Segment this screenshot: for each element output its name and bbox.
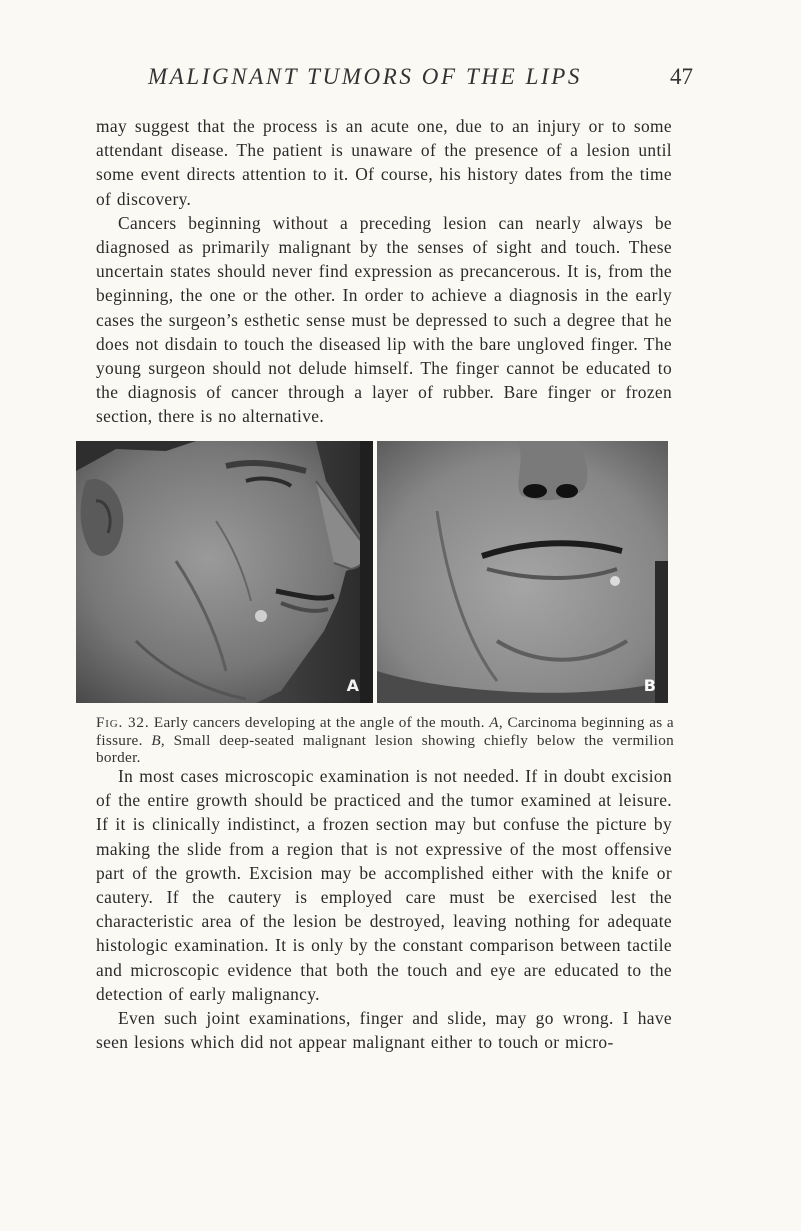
caption-panel-b-text: , Small deep-seated malignant lesion showing chiefly below the vermilion border. (96, 731, 674, 766)
panel-label-a: A (346, 676, 359, 695)
caption-panel-a-text: , Carcinoma beginning as a fissure. (96, 714, 674, 749)
running-title: MALIGNANT TUMORS OF THE LIPS (148, 64, 583, 89)
photo-panel-a (76, 441, 373, 703)
caption-panel-letter-b: B (151, 731, 161, 749)
caption-lead-text: Early cancers developing at the angle of the mouth. (149, 714, 490, 731)
paragraph: Even such joint examinations, finger and slide, may go wrong. I have seen lesions which did not appear malignant either to touch or micro- (96, 1008, 672, 1053)
body-text-bottom (96, 764, 672, 1054)
caption-figure-label: Fig. 32. (96, 714, 150, 731)
profile-face-photo (76, 441, 373, 703)
caption-panel-letter-a: A (489, 714, 499, 731)
paragraph: may suggest that the process is an acute one, due to an injury or to some attendant disease. The patient is unaware of the presence of a lesion until some event directs attention to it. Of course, his history dates from the time of discovery. (96, 116, 672, 209)
running-head (148, 64, 693, 96)
photo-panel-b (377, 441, 668, 703)
paragraph: In most cases microscopic examination is not needed. If in doubt excision of the entire growth should be practiced and the tumor examined at leisure. If it is clinically indistinct, a frozen section may but confuse the picture by making the slide from a region that is not expressive of the most offensive part of the growth. Excision may be accomplished either with the knife or cautery. If the cautery is employed care must be exercised lest the characteristic area of the lesion be destroyed, leaving nothing for adequate histologic examination. It is only by the constant comparison between tactile and microscopic evidence that both the touch and eye are educated to the detection of early malignancy. (96, 766, 672, 1004)
figure-caption (96, 714, 674, 767)
frontal-mouth-photo (377, 441, 668, 703)
paragraph: Cancers beginning without a preceding lesion can nearly always be diagnosed as primarily malignant by the senses of sight and touch. These uncertain states should never find expression as precancerous. It is, from the beginning, the one or the other. In order to achieve a diagnosis in the early cases the surgeon’s esthetic sense must be depressed to such a degree that he does not disdain to touch the diseased lip with the bare ungloved finger. The young surgeon should not delude himself. The finger cannot be educated to the diagnosis of cancer through a layer of rubber. Bare finger or frozen section, there is no alternative. (96, 212, 672, 427)
figure-32 (76, 441, 668, 703)
page-number: 47 (670, 64, 693, 89)
panel-label-b: B (643, 676, 656, 695)
body-text-top (96, 114, 672, 429)
